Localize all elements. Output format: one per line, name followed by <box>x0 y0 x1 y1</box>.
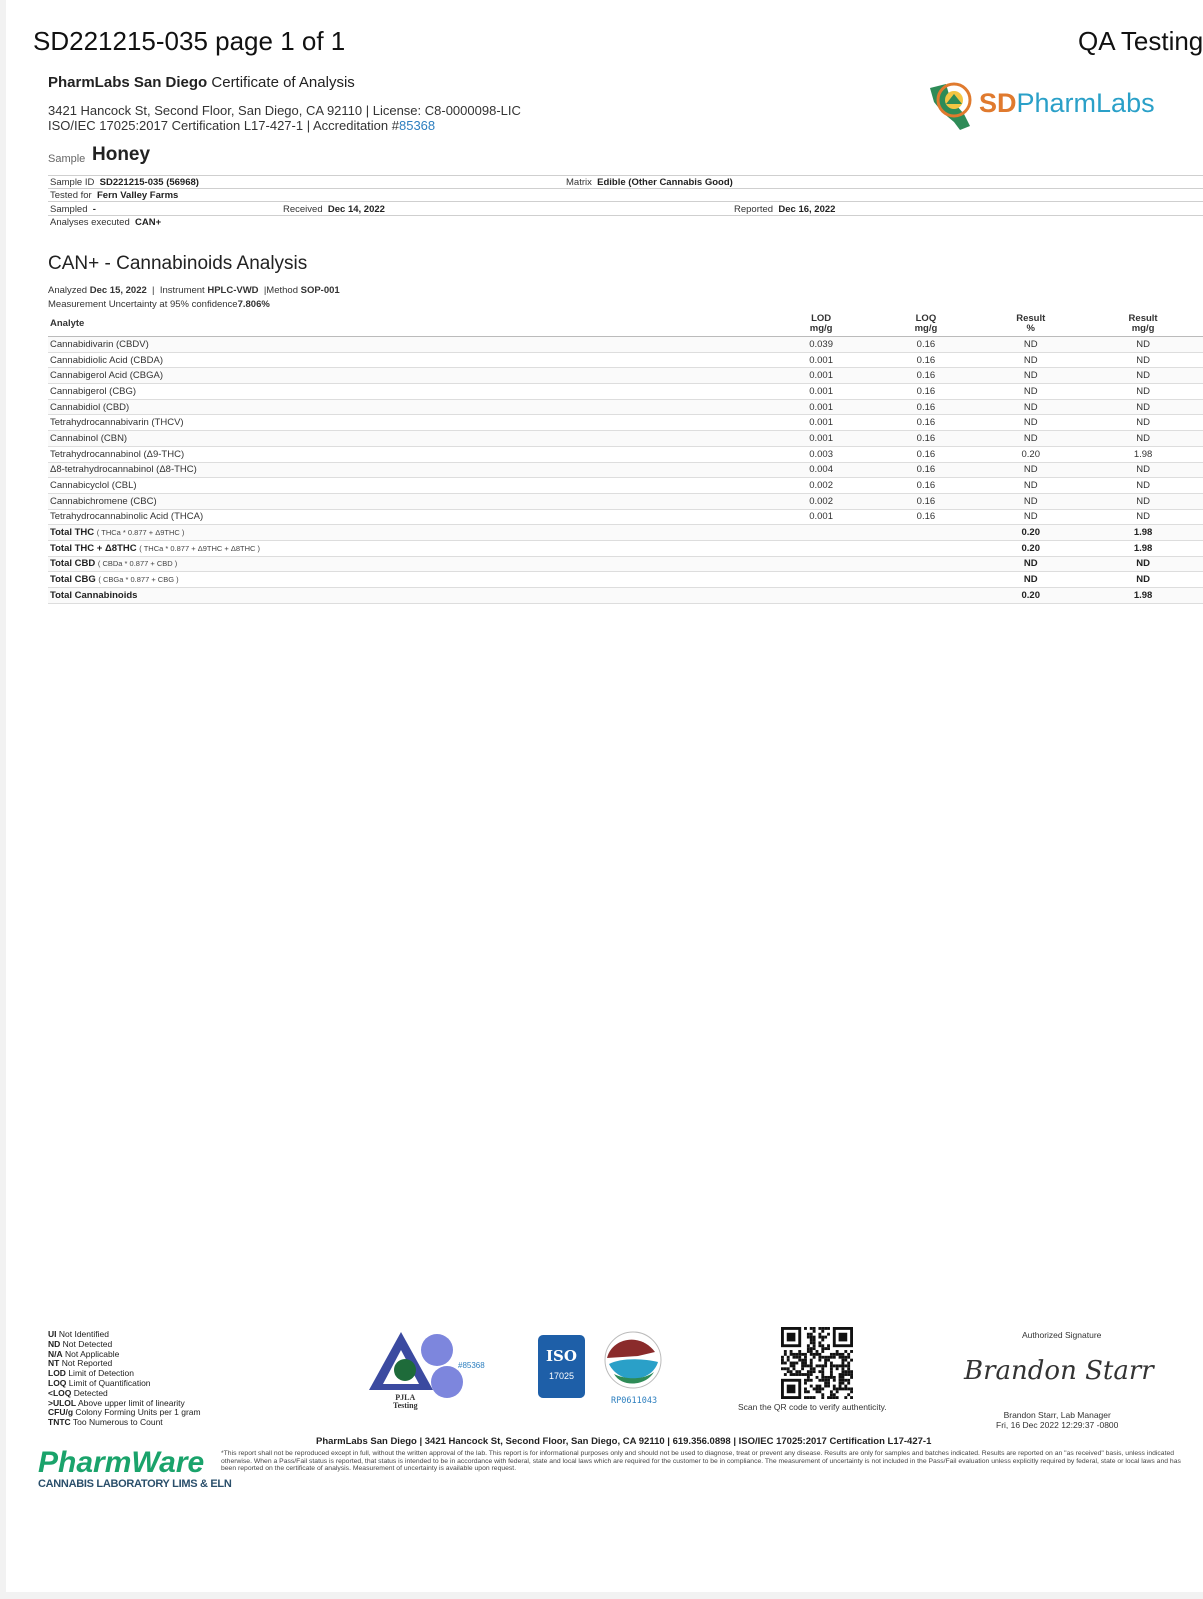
analysis-meta: Analyzed Dec 15, 2022 | Instrument HPLC-VWD |Method SOP-001 <box>48 285 340 296</box>
total-label: Total Cannabinoids <box>50 589 138 601</box>
result-mg-value: ND <box>1083 399 1203 415</box>
received-value: Dec 14, 2022 <box>327 204 385 215</box>
total-label-cell <box>48 525 769 541</box>
table-row <box>48 493 1203 509</box>
lod-value: 0.001 <box>769 509 874 525</box>
result-mg-value: ND <box>1083 462 1203 478</box>
table-row <box>48 478 1203 494</box>
loq-value <box>874 525 979 541</box>
sampled <box>50 204 96 215</box>
lab-name: PharmLabs San Diego <box>48 74 208 91</box>
analyses-label: Analyses executed <box>50 217 130 228</box>
lod-value <box>769 525 874 541</box>
result-pct-value: ND <box>978 478 1083 494</box>
col-lod-label: LOD <box>811 313 832 324</box>
total-label-cell <box>48 556 769 572</box>
legend-abbr: NT <box>48 1358 60 1369</box>
total-row <box>48 525 1203 541</box>
analyte-name: Cannabidivarin (CBDV) <box>48 337 769 353</box>
analyte-name: Cannabicyclol (CBL) <box>48 478 769 494</box>
lod-value <box>769 556 874 572</box>
pharmware-logo: PharmWare <box>38 1446 205 1479</box>
table-row <box>48 415 1203 431</box>
brand-sd: SD <box>979 88 1017 118</box>
california-map-logo-icon <box>924 74 984 136</box>
legend-item <box>48 1418 201 1428</box>
result-pct-value: ND <box>978 384 1083 400</box>
result-pct-value: 0.20 <box>978 588 1083 604</box>
result-mg-value: ND <box>1083 509 1203 525</box>
brand-wordmark <box>979 88 1155 119</box>
pjla-label <box>393 1394 418 1410</box>
instrument-value: HPLC-VWD <box>207 285 259 296</box>
results-table <box>48 312 1203 604</box>
result-mg-value: ND <box>1083 384 1203 400</box>
result-mg-value: ND <box>1083 415 1203 431</box>
result-pct-value: 0.20 <box>978 525 1083 541</box>
legend-text: Not Detected <box>62 1338 113 1349</box>
total-formula: ( THCa * 0.877 + Δ9THC ) <box>96 528 185 538</box>
lod-value: 0.001 <box>769 399 874 415</box>
uncertainty-value: 7.806% <box>237 299 270 310</box>
page-title: SD221215-035 page 1 of 1 <box>33 26 346 56</box>
col-analyte: Analyte <box>48 312 769 337</box>
result-mg-value: ND <box>1083 352 1203 368</box>
analyte-name: Tetrahydrocannabinolic Acid (THCA) <box>48 509 769 525</box>
signer-name: Brandon Starr, Lab Manager <box>1003 1410 1111 1420</box>
col-result-pct <box>978 312 1083 337</box>
lod-value: 0.002 <box>769 478 874 494</box>
pharmware-tagline: CANNABIS LABORATORY LIMS & ELN <box>38 1478 232 1490</box>
col-result-mg-label: Result <box>1128 313 1158 324</box>
result-pct-value: ND <box>978 352 1083 368</box>
col-result-pct-label: Result <box>1016 313 1046 324</box>
result-mg-value: ND <box>1083 493 1203 509</box>
loq-value: 0.16 <box>874 431 979 447</box>
result-pct-value: ND <box>978 572 1083 588</box>
signer-info <box>996 1410 1118 1430</box>
reported-value: Dec 16, 2022 <box>778 204 836 215</box>
legend-text: Above upper limit of linearity <box>78 1397 185 1408</box>
lod-value: 0.002 <box>769 493 874 509</box>
legend-abbr: LOQ <box>48 1377 67 1388</box>
result-pct-value: ND <box>978 415 1083 431</box>
received <box>283 204 385 215</box>
address-line: 3421 Hancock St, Second Floor, San Diego, CA 92110 | License: C8-0000098-LIC <box>48 103 521 118</box>
loq-value: 0.16 <box>874 509 979 525</box>
result-pct-value: ND <box>978 509 1083 525</box>
section-title: CAN+ - Cannabinoids Analysis <box>48 253 308 274</box>
total-label: Total CBD <box>50 558 96 570</box>
result-mg-value: ND <box>1083 556 1203 572</box>
col-loq-unit: mg/g <box>914 323 938 334</box>
pjla-sub: Testing <box>393 1401 418 1410</box>
authorized-signature-label: Authorized Signature <box>1022 1330 1102 1340</box>
abbreviation-legend <box>48 1330 201 1428</box>
cert-text: ISO/IEC 17025:2017 Certification L17-427-1 | Accreditation # <box>48 118 399 133</box>
legend-abbr: >ULOL <box>48 1397 77 1408</box>
table-row <box>48 399 1203 415</box>
loq-value: 0.16 <box>874 462 979 478</box>
legend-abbr: LOD <box>48 1368 66 1379</box>
tested-for-label: Tested for <box>50 190 92 201</box>
result-mg-value: ND <box>1083 478 1203 494</box>
legend-text: Detected <box>73 1387 108 1398</box>
coa-page <box>6 0 1203 1592</box>
loq-value: 0.16 <box>874 384 979 400</box>
dea-number: RP0611043 <box>611 1396 658 1406</box>
doc-type: Certificate of Analysis <box>211 74 355 91</box>
analyte-name: Cannabinol (CBN) <box>48 431 769 447</box>
result-pct-value: 0.20 <box>978 446 1083 462</box>
legend-text: Not Applicable <box>65 1348 120 1359</box>
lod-value <box>769 572 874 588</box>
table-row <box>48 352 1203 368</box>
footer-disclaimer: *This report shall not be reproduced except in full, without the written approval of the lab. This report is for informational purposes only and should not be used to diagnose, treat or prevent any disease. Results are only for samples and batches indicated. Results are reported on an "as received" basis, unless indicated otherwise. When a Pass/Fail status is reported, that status is intended to be in accordance with federal, state and local laws which are required for the customer to be in compliance. The measurement of uncertainty is not included in the Pass/Fail evaluation unless explicitly required by federal, state or local laws and has been reported on the certificate of analysis. Measurement of uncertainty is available upon request. <box>221 1450 1181 1472</box>
reported-label: Reported <box>734 204 774 215</box>
tested-for <box>50 190 178 201</box>
col-lod <box>769 312 874 337</box>
table-row <box>48 462 1203 478</box>
uncertainty-label: Measurement Uncertainty at 95% confidence <box>48 299 238 310</box>
analyte-name: Δ8-tetrahydrocannabinol (Δ8-THC) <box>48 462 769 478</box>
result-mg-value: ND <box>1083 368 1203 384</box>
sampled-label: Sampled <box>50 204 88 215</box>
sample-id-value: SD221215-035 (56968) <box>99 177 199 188</box>
legend-text: Limit of Quantification <box>68 1377 151 1388</box>
analyte-name: Cannabigerol Acid (CBGA) <box>48 368 769 384</box>
accreditation-link[interactable]: 85368 <box>398 118 436 133</box>
legend-text: Too Numerous to Count <box>72 1417 163 1428</box>
total-label-cell <box>48 588 769 604</box>
analyte-name: Tetrahydrocannabivarin (THCV) <box>48 415 769 431</box>
sample-id-label: Sample ID <box>50 177 95 188</box>
analyte-name: Tetrahydrocannabinol (Δ9-THC) <box>48 446 769 462</box>
loq-value: 0.16 <box>874 478 979 494</box>
legend-abbr: UI <box>48 1329 57 1339</box>
total-formula: ( CBGa * 0.877 + CBG ) <box>98 575 179 585</box>
result-pct-value: ND <box>978 493 1083 509</box>
sample-id <box>50 177 199 188</box>
table-row <box>48 384 1203 400</box>
loq-value: 0.16 <box>874 337 979 353</box>
iso-text: ISO <box>546 1347 577 1365</box>
result-mg-value: 1.98 <box>1083 446 1203 462</box>
legend-text: Limit of Detection <box>68 1368 134 1379</box>
analyzed-label: Analyzed <box>48 285 88 296</box>
loq-value <box>874 540 979 556</box>
iso-badge-icon <box>538 1335 585 1398</box>
total-row <box>48 540 1203 556</box>
received-label: Received <box>283 204 323 215</box>
pjla-number: #85368 <box>458 1361 485 1370</box>
loq-value: 0.16 <box>874 352 979 368</box>
qr-caption: Scan the QR code to verify authenticity. <box>738 1402 887 1412</box>
total-label: Total THC <box>50 527 95 539</box>
lod-value: 0.001 <box>769 352 874 368</box>
table-row <box>48 431 1203 447</box>
col-loq-label: LOQ <box>915 313 937 324</box>
result-pct-value: ND <box>978 431 1083 447</box>
total-formula: ( CBDa * 0.877 + CBD ) <box>97 559 178 569</box>
cert-line <box>48 118 521 133</box>
table-row <box>48 446 1203 462</box>
sample-label: Sample <box>48 153 86 165</box>
loq-value: 0.16 <box>874 446 979 462</box>
result-mg-value: 1.98 <box>1083 525 1203 541</box>
matrix <box>566 177 733 188</box>
sample-name: Honey <box>92 144 151 165</box>
result-mg-value: ND <box>1083 572 1203 588</box>
lod-value: 0.003 <box>769 446 874 462</box>
col-result-mg-unit: mg/g <box>1131 323 1155 334</box>
reported <box>734 204 835 215</box>
legend-abbr: ND <box>48 1338 61 1349</box>
legend-text: Not Reported <box>61 1358 113 1369</box>
col-lod-unit: mg/g <box>809 323 833 334</box>
table-header-row <box>48 312 1203 337</box>
lod-value: 0.004 <box>769 462 874 478</box>
dea-seal-icon <box>600 1328 670 1394</box>
result-mg-value: ND <box>1083 337 1203 353</box>
table-row <box>48 509 1203 525</box>
legend-text: Not Identified <box>58 1329 109 1339</box>
method-label: Method <box>266 285 298 296</box>
iso-number: 17025 <box>548 1371 575 1381</box>
col-result-pct-unit: % <box>1026 323 1035 334</box>
loq-value: 0.16 <box>874 399 979 415</box>
total-label: Total CBG <box>50 574 96 586</box>
legend-text: Colony Forming Units per 1 gram <box>75 1407 201 1418</box>
total-row <box>48 572 1203 588</box>
result-pct-value: ND <box>978 462 1083 478</box>
qr-code-icon[interactable] <box>781 1327 853 1399</box>
analyzed-value: Dec 15, 2022 <box>89 285 147 296</box>
loq-value <box>874 588 979 604</box>
matrix-value: Edible (Other Cannabis Good) <box>597 177 733 188</box>
footer-contact-line: PharmLabs San Diego | 3421 Hancock St, Second Floor, San Diego, CA 92110 | 619.356.0898 | ISO/IEC 17025:2017 Certification L17-427-1 <box>316 1436 932 1447</box>
signature-script: Brandon Starr <box>964 1356 1154 1386</box>
lab-address <box>48 103 521 133</box>
instrument-label: Instrument <box>159 285 205 296</box>
loq-value <box>874 572 979 588</box>
analyte-name: Cannabidiolic Acid (CBDA) <box>48 352 769 368</box>
loq-value: 0.16 <box>874 415 979 431</box>
analyte-name: Cannabigerol (CBG) <box>48 384 769 400</box>
result-pct-value: ND <box>978 556 1083 572</box>
total-label: Total THC + Δ8THC <box>50 542 137 554</box>
signer-date: Fri, 16 Dec 2022 12:29:37 -0800 <box>996 1420 1119 1430</box>
uncertainty <box>48 299 270 310</box>
table-row <box>48 337 1203 353</box>
total-label-cell <box>48 572 769 588</box>
lod-value <box>769 588 874 604</box>
lab-heading <box>48 74 355 91</box>
total-row <box>48 556 1203 572</box>
loq-value <box>874 556 979 572</box>
result-pct-value: ND <box>978 368 1083 384</box>
legend-abbr: CFU/g <box>48 1407 74 1418</box>
analyte-name: Cannabidiol (CBD) <box>48 399 769 415</box>
result-mg-value: 1.98 <box>1083 540 1203 556</box>
matrix-label: Matrix <box>566 177 592 188</box>
col-loq <box>874 312 979 337</box>
header-right-label: QA Testing <box>1078 26 1203 56</box>
lod-value: 0.001 <box>769 368 874 384</box>
lod-value: 0.001 <box>769 384 874 400</box>
lod-value: 0.001 <box>769 431 874 447</box>
pjla-text: PJLA <box>395 1393 416 1402</box>
method-value: SOP-001 <box>300 285 340 296</box>
lod-value: 0.001 <box>769 415 874 431</box>
legend-abbr: N/A <box>48 1348 63 1359</box>
lod-value <box>769 540 874 556</box>
result-pct-value: 0.20 <box>978 540 1083 556</box>
sampled-value: - <box>92 204 96 215</box>
analyte-name: Cannabichromene (CBC) <box>48 493 769 509</box>
loq-value: 0.16 <box>874 493 979 509</box>
result-pct-value: ND <box>978 399 1083 415</box>
result-mg-value: ND <box>1083 431 1203 447</box>
lod-value: 0.039 <box>769 337 874 353</box>
total-label-cell <box>48 540 769 556</box>
analyses-executed <box>50 217 161 228</box>
result-pct-value: ND <box>978 337 1083 353</box>
loq-value: 0.16 <box>874 368 979 384</box>
total-row <box>48 588 1203 604</box>
legend-abbr: <LOQ <box>48 1387 72 1398</box>
legend-abbr: TNTC <box>48 1417 71 1428</box>
col-result-mg <box>1083 312 1203 337</box>
total-formula: ( THCa * 0.877 + Δ9THC + Δ8THC ) <box>139 543 261 553</box>
analyses-value: CAN+ <box>135 217 162 228</box>
tested-for-value: Fern Valley Farms <box>97 190 179 201</box>
brand-pharmlabs: PharmLabs <box>1016 88 1155 118</box>
table-row <box>48 368 1203 384</box>
result-mg-value: 1.98 <box>1083 588 1203 604</box>
